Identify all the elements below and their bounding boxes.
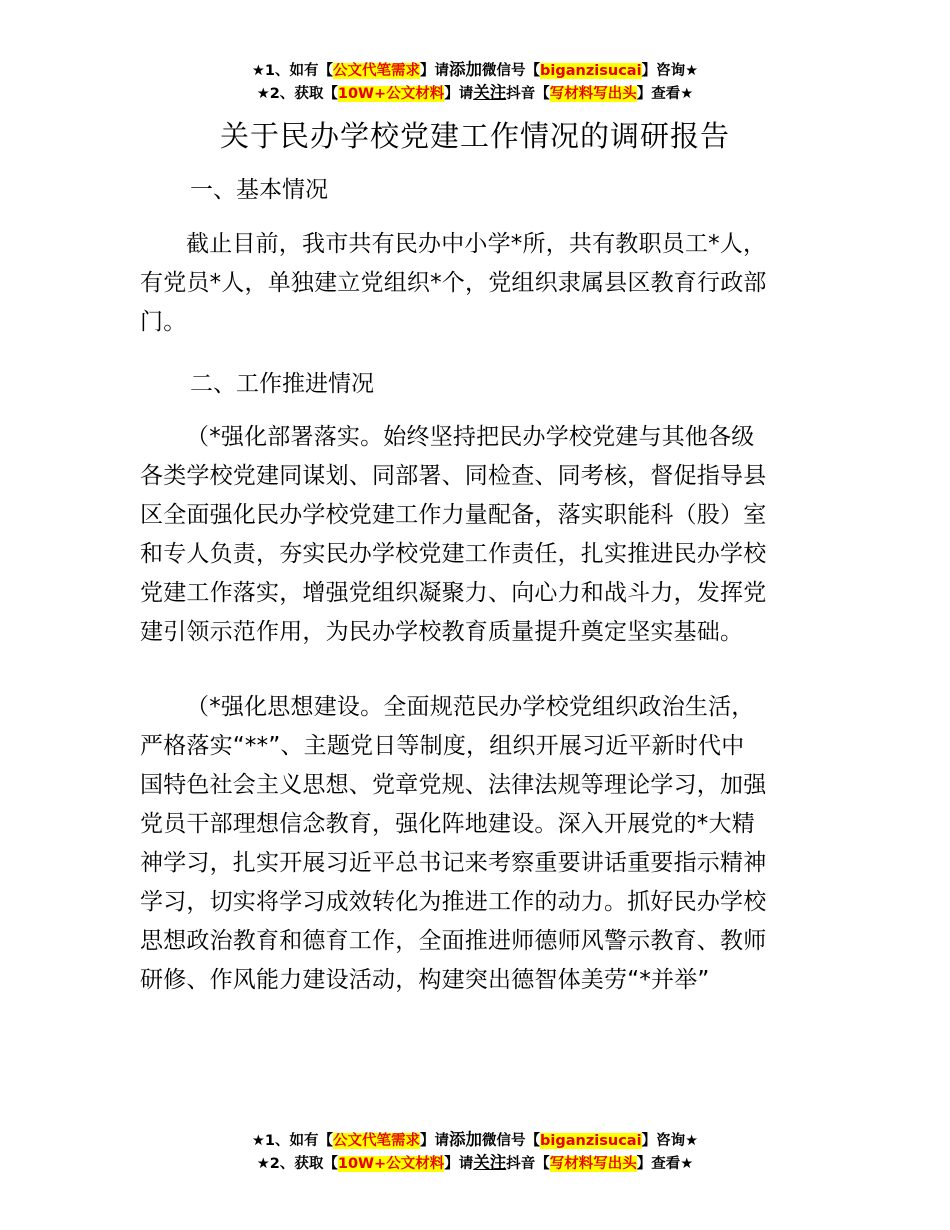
text-line: 党建工作落实，增强党组织凝聚力、向心力和战斗力，发挥党 [140, 580, 767, 606]
text-line: 建引领示范作用，为民办学校教育质量提升奠定坚实基础。 [140, 619, 744, 645]
highlight-service: 公文代笔需求 [333, 1133, 421, 1149]
text-line: 党员干部理想信念教育，强化阵地建设。深入开展党的*大精 [140, 811, 755, 837]
text-line: （*强化部署落实。始终坚持把民办学校党建与其他各级 [186, 424, 755, 450]
highlight-wechat-id: biganzisucai [540, 63, 642, 79]
footer-banner [0, 1128, 950, 1174]
text-line: 截止目前，我市共有民办中小学*所，共有教职员工*人， [186, 231, 767, 257]
banner-line-2: ★2、获取【10W+公文材料】请关注抖音【写材料写出头】查看★ [256, 1153, 694, 1172]
highlight-materials: 10W+公文材料 [337, 86, 445, 102]
banner-line-1: ★1、如有【公文代笔需求】请添加微信号【biganzisucai】咨询★ [251, 1130, 699, 1149]
text-line: 门。 [140, 309, 187, 335]
banner-line-2: ★2、获取【10W+公文材料】请关注抖音【写材料写出头】查看★ [256, 83, 694, 102]
text-line: 学习，切实将学习成效转化为推进工作的动力。抓好民办学校 [140, 889, 767, 915]
text-line: 有党员*人，单独建立党组织*个，党组织隶属县区教育行政部 [140, 270, 767, 296]
highlight-douyin-id: 写材料写出头 [549, 86, 637, 102]
highlight-materials: 10W+公文材料 [337, 1156, 445, 1172]
header-banner [0, 58, 950, 104]
banner-line-1: ★1、如有【公文代笔需求】请添加微信号【biganzisucai】咨询★ [251, 60, 699, 79]
document-title: 关于民办学校党建工作情况的调研报告 [219, 119, 730, 153]
highlight-wechat-id: biganzisucai [540, 1133, 642, 1149]
highlight-douyin-id: 写材料写出头 [549, 1156, 637, 1172]
section-heading-basic: 一、基本情况 [190, 177, 328, 203]
text-line: 研修、作风能力建设活动，构建突出德智体美劳“*并举” [140, 967, 710, 993]
paragraph-ideology [140, 688, 812, 1000]
highlight-service: 公文代笔需求 [333, 63, 421, 79]
text-line: 思想政治教育和德育工作，全面推进师德师风警示教育、教师 [140, 928, 767, 954]
text-line: 严格落实“**”、主题党日等制度，组织开展习近平新时代中 [140, 733, 745, 759]
section-heading-progress: 二、工作推进情况 [190, 371, 374, 397]
paragraph-basic-info [140, 225, 812, 342]
text-line: 区全面强化民办学校党建工作力量配备，落实职能科（股）室 [140, 502, 767, 528]
text-line: （*强化思想建设。全面规范民办学校党组织政治生活， [186, 694, 755, 720]
text-line: 各类学校党建同谋划、同部署、同检查、同考核，督促指导县 [140, 463, 767, 489]
text-line: 和专人负责，夯实民办学校党建工作责任，扎实推进民办学校 [140, 541, 767, 567]
text-line: 国特色社会主义思想、党章党规、法律法规等理论学习，加强 [140, 772, 767, 798]
text-line: 神学习，扎实开展习近平总书记来考察重要讲话重要指示精神 [140, 850, 767, 876]
paragraph-deployment [140, 418, 812, 652]
